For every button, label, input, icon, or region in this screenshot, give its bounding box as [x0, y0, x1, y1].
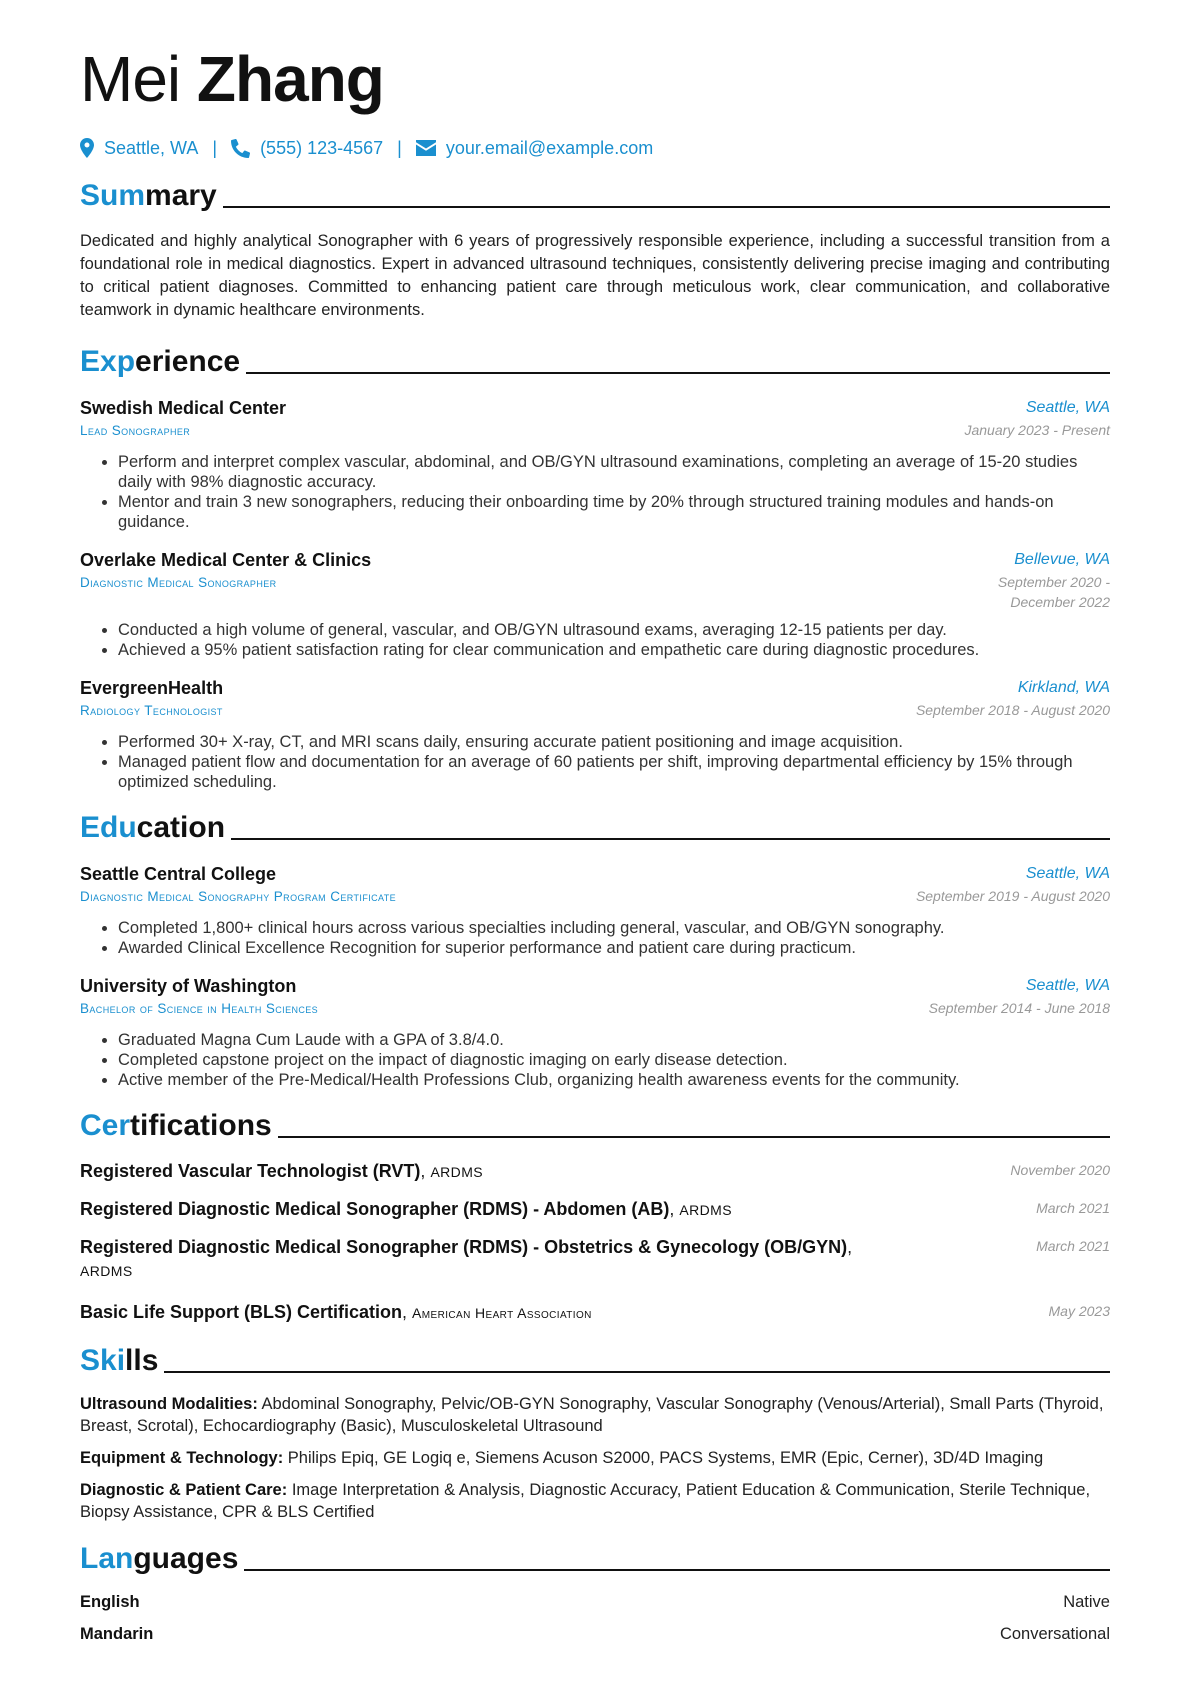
email-link[interactable]: your.email@example.com: [445, 138, 654, 158]
section-heading-certifications: [80, 1104, 1110, 1144]
section-title: Languages: [80, 1542, 239, 1575]
section-heading-summary: [80, 174, 1110, 214]
bullet-list: [80, 452, 1110, 532]
job-dates: September 2020 - December 2022: [997, 574, 1110, 610]
section-title: Certifications: [80, 1109, 272, 1142]
certification-date: March 2021: [1036, 1200, 1110, 1216]
section-title: Experience: [80, 345, 241, 378]
bullet-list: [80, 732, 1110, 792]
list-item: • Perform and interpret complex vascular, abdominal, and OB/GYN ultrasound examinations, completing an average of 15-20 studies daily with 98% diagnostic accuracy.: [118, 452, 1110, 492]
school-name: Seattle Central College: [80, 864, 277, 884]
certification-issuer: American Heart Association: [412, 1305, 592, 1321]
map-pin-icon: [80, 138, 94, 158]
certification-title: Registered Diagnostic Medical Sonographer (RDMS) - Abdomen (AB): [80, 1199, 670, 1219]
education-entry: [80, 974, 1110, 1090]
contact-separator: |: [397, 138, 402, 158]
location-text: Seattle, WA: [104, 138, 199, 158]
school-location: Seattle, WA: [1025, 977, 1110, 994]
job-location: Seattle, WA: [1025, 399, 1110, 416]
skill-label: Diagnostic & Patient Care:: [80, 1481, 288, 1499]
experience-entry: [80, 548, 1110, 660]
summary-text: Dedicated and highly analytical Sonographer with 6 years of progressively responsible experience, including a successful transition from a foundational role in medical diagnostics. Expert in advanced ultrasound techniques, consistently delivering precise imaging and contributing to critical patient diagnoses. Committed to enhancing patient care through meticulous work, clear communication, and collaborative teamwork in dynamic healthcare environments.: [80, 232, 1110, 319]
list-item: • Performed 30+ X-ray, CT, and MRI scans daily, ensuring accurate patient positioning and image acquisition.: [118, 732, 1110, 752]
certification-issuer: ARDMS: [430, 1164, 483, 1180]
skill-values: Philips Epiq, GE Logiq e, Siemens Acuson S2000, PACS Systems, EMR (Epic, Cerner), 3D/4D Imaging: [287, 1449, 1044, 1467]
degree-name: Bachelor of Science in Health Sciences: [80, 1001, 319, 1016]
phone-icon: [231, 139, 250, 158]
language-name: English: [80, 1593, 140, 1611]
job-dates: September 2018 - August 2020: [915, 702, 1110, 718]
certification-issuer: ARDMS: [80, 1263, 133, 1279]
job-title: Radiology Technologist: [80, 703, 223, 718]
section-divider: [231, 838, 1110, 840]
section-divider: [164, 1371, 1110, 1373]
section-heading-skills: [80, 1339, 1110, 1379]
employer-name: Overlake Medical Center & Clinics: [80, 550, 372, 570]
first-name: Mei: [80, 43, 181, 115]
list-item: • Awarded Clinical Excellence Recognition for superior performance and patient care during practicum.: [118, 938, 1110, 958]
certification-issuer: ARDMS: [679, 1202, 732, 1218]
certification-date: November 2020: [1010, 1162, 1110, 1178]
contact-bar: [80, 136, 1110, 160]
job-location: Kirkland, WA: [1017, 679, 1110, 696]
skill-group: [80, 1393, 1110, 1437]
skill-group: [80, 1479, 1110, 1523]
contact-email[interactable]: [416, 136, 653, 160]
list-item: • Graduated Magna Cum Laude with a GPA of 3.8/4.0.: [118, 1030, 1110, 1050]
school-dates: September 2014 - June 2018: [928, 1000, 1110, 1016]
experience-entry: [80, 396, 1110, 532]
language-item: [80, 1591, 1110, 1613]
school-name: University of Washington: [80, 976, 297, 996]
certification-item: Registered Diagnostic Medical Sonographer (RDMS) - Obstetrics & Gynecology (OB/GYN), ARDMS March 2021: [80, 1237, 1110, 1279]
skill-values: Abdominal Sonography, Pelvic/OB-GYN Sonography, Vascular Sonography (Venous/Arterial), Small Parts (Thyroid, Breast, Scrotal), Echocardiography (Basic), Musculoskeletal Ultrasound: [80, 1395, 1104, 1435]
contact-location: [80, 136, 198, 160]
section-heading-experience: [80, 340, 1110, 380]
section-title: Summary: [80, 179, 217, 212]
section-divider: [246, 372, 1110, 374]
employer-name: EvergreenHealth: [80, 678, 224, 698]
certification-item: Registered Diagnostic Medical Sonographer (RDMS) - Abdomen (AB), ARDMS March 2021: [80, 1199, 1110, 1219]
bullet-list: [80, 918, 1110, 958]
list-item: • Completed 1,800+ clinical hours across various specialties including general, vascular, and OB/GYN sonography.: [118, 918, 1110, 938]
section-title: Skills: [80, 1344, 159, 1377]
certification-date: March 2021: [1036, 1238, 1110, 1254]
experience-entry: [80, 676, 1110, 792]
list-item: • Mentor and train 3 new sonographers, reducing their onboarding time by 20% through structured training modules and hands-on guidance.: [118, 492, 1110, 532]
contact-phone[interactable]: [231, 136, 383, 160]
section-divider: [244, 1569, 1110, 1571]
section-title: Education: [80, 811, 226, 844]
employer-name: Swedish Medical Center: [80, 398, 287, 418]
phone-text[interactable]: (555) 123-4567: [260, 138, 384, 158]
section-heading-languages: [80, 1537, 1110, 1577]
job-title: Diagnostic Medical Sonographer: [80, 575, 277, 590]
list-item: • Conducted a high volume of general, vascular, and OB/GYN ultrasound exams, averaging 12-15 patients per day.: [118, 620, 1110, 640]
language-item: [80, 1623, 1110, 1645]
last-name: Zhang: [196, 43, 384, 115]
certification-title: Registered Vascular Technologist (RVT): [80, 1161, 421, 1181]
job-title: Lead Sonographer: [80, 423, 191, 438]
certification-item: Basic Life Support (BLS) Certification, American Heart Association May 2023: [80, 1302, 1110, 1322]
skill-label: Equipment & Technology:: [80, 1449, 284, 1467]
certification-date: May 2023: [1048, 1303, 1110, 1319]
envelope-icon: [416, 140, 436, 156]
list-item: • Managed patient flow and documentation for an average of 60 patients per shift, improving departmental efficiency by 15% through optimized scheduling.: [118, 752, 1110, 792]
list-item: • Active member of the Pre-Medical/Health Professions Club, organizing health awareness events for the community.: [118, 1070, 1110, 1090]
section-divider: [223, 206, 1110, 208]
school-dates: September 2019 - August 2020: [915, 888, 1110, 904]
candidate-name: [80, 40, 1110, 118]
bullet-list: [80, 620, 1110, 660]
language-level: Conversational: [999, 1625, 1110, 1643]
certification-item: Registered Vascular Technologist (RVT), ARDMS November 2020: [80, 1161, 1110, 1181]
school-location: Seattle, WA: [1025, 865, 1110, 882]
section-divider: [278, 1136, 1110, 1138]
job-dates: January 2023 - Present: [964, 422, 1110, 438]
section-heading-education: [80, 806, 1110, 846]
bullet-list: [80, 1030, 1110, 1090]
skill-group: [80, 1447, 1110, 1469]
degree-name: Diagnostic Medical Sonography Program Certificate: [80, 889, 397, 904]
job-location: Bellevue, WA: [1014, 551, 1110, 568]
skill-values: Image Interpretation & Analysis, Diagnostic Accuracy, Patient Education & Communication, Sterile Technique, Biopsy Assistance, CPR & BLS Certified: [80, 1481, 1091, 1521]
skill-label: Ultrasound Modalities:: [80, 1395, 258, 1413]
certification-title: Registered Diagnostic Medical Sonographer (RDMS) - Obstetrics & Gynecology (OB/GYN): [80, 1237, 848, 1257]
contact-separator: |: [212, 138, 218, 158]
certification-title: Basic Life Support (BLS) Certification: [80, 1302, 403, 1322]
education-entry: [80, 862, 1110, 958]
list-item: • Achieved a 95% patient satisfaction rating for clear communication and empathetic care during diagnostic procedures.: [118, 640, 1110, 660]
list-item: • Completed capstone project on the impact of diagnostic imaging on early disease detection.: [118, 1050, 1110, 1070]
language-level: Native: [1063, 1593, 1110, 1611]
language-name: Mandarin: [80, 1625, 154, 1643]
